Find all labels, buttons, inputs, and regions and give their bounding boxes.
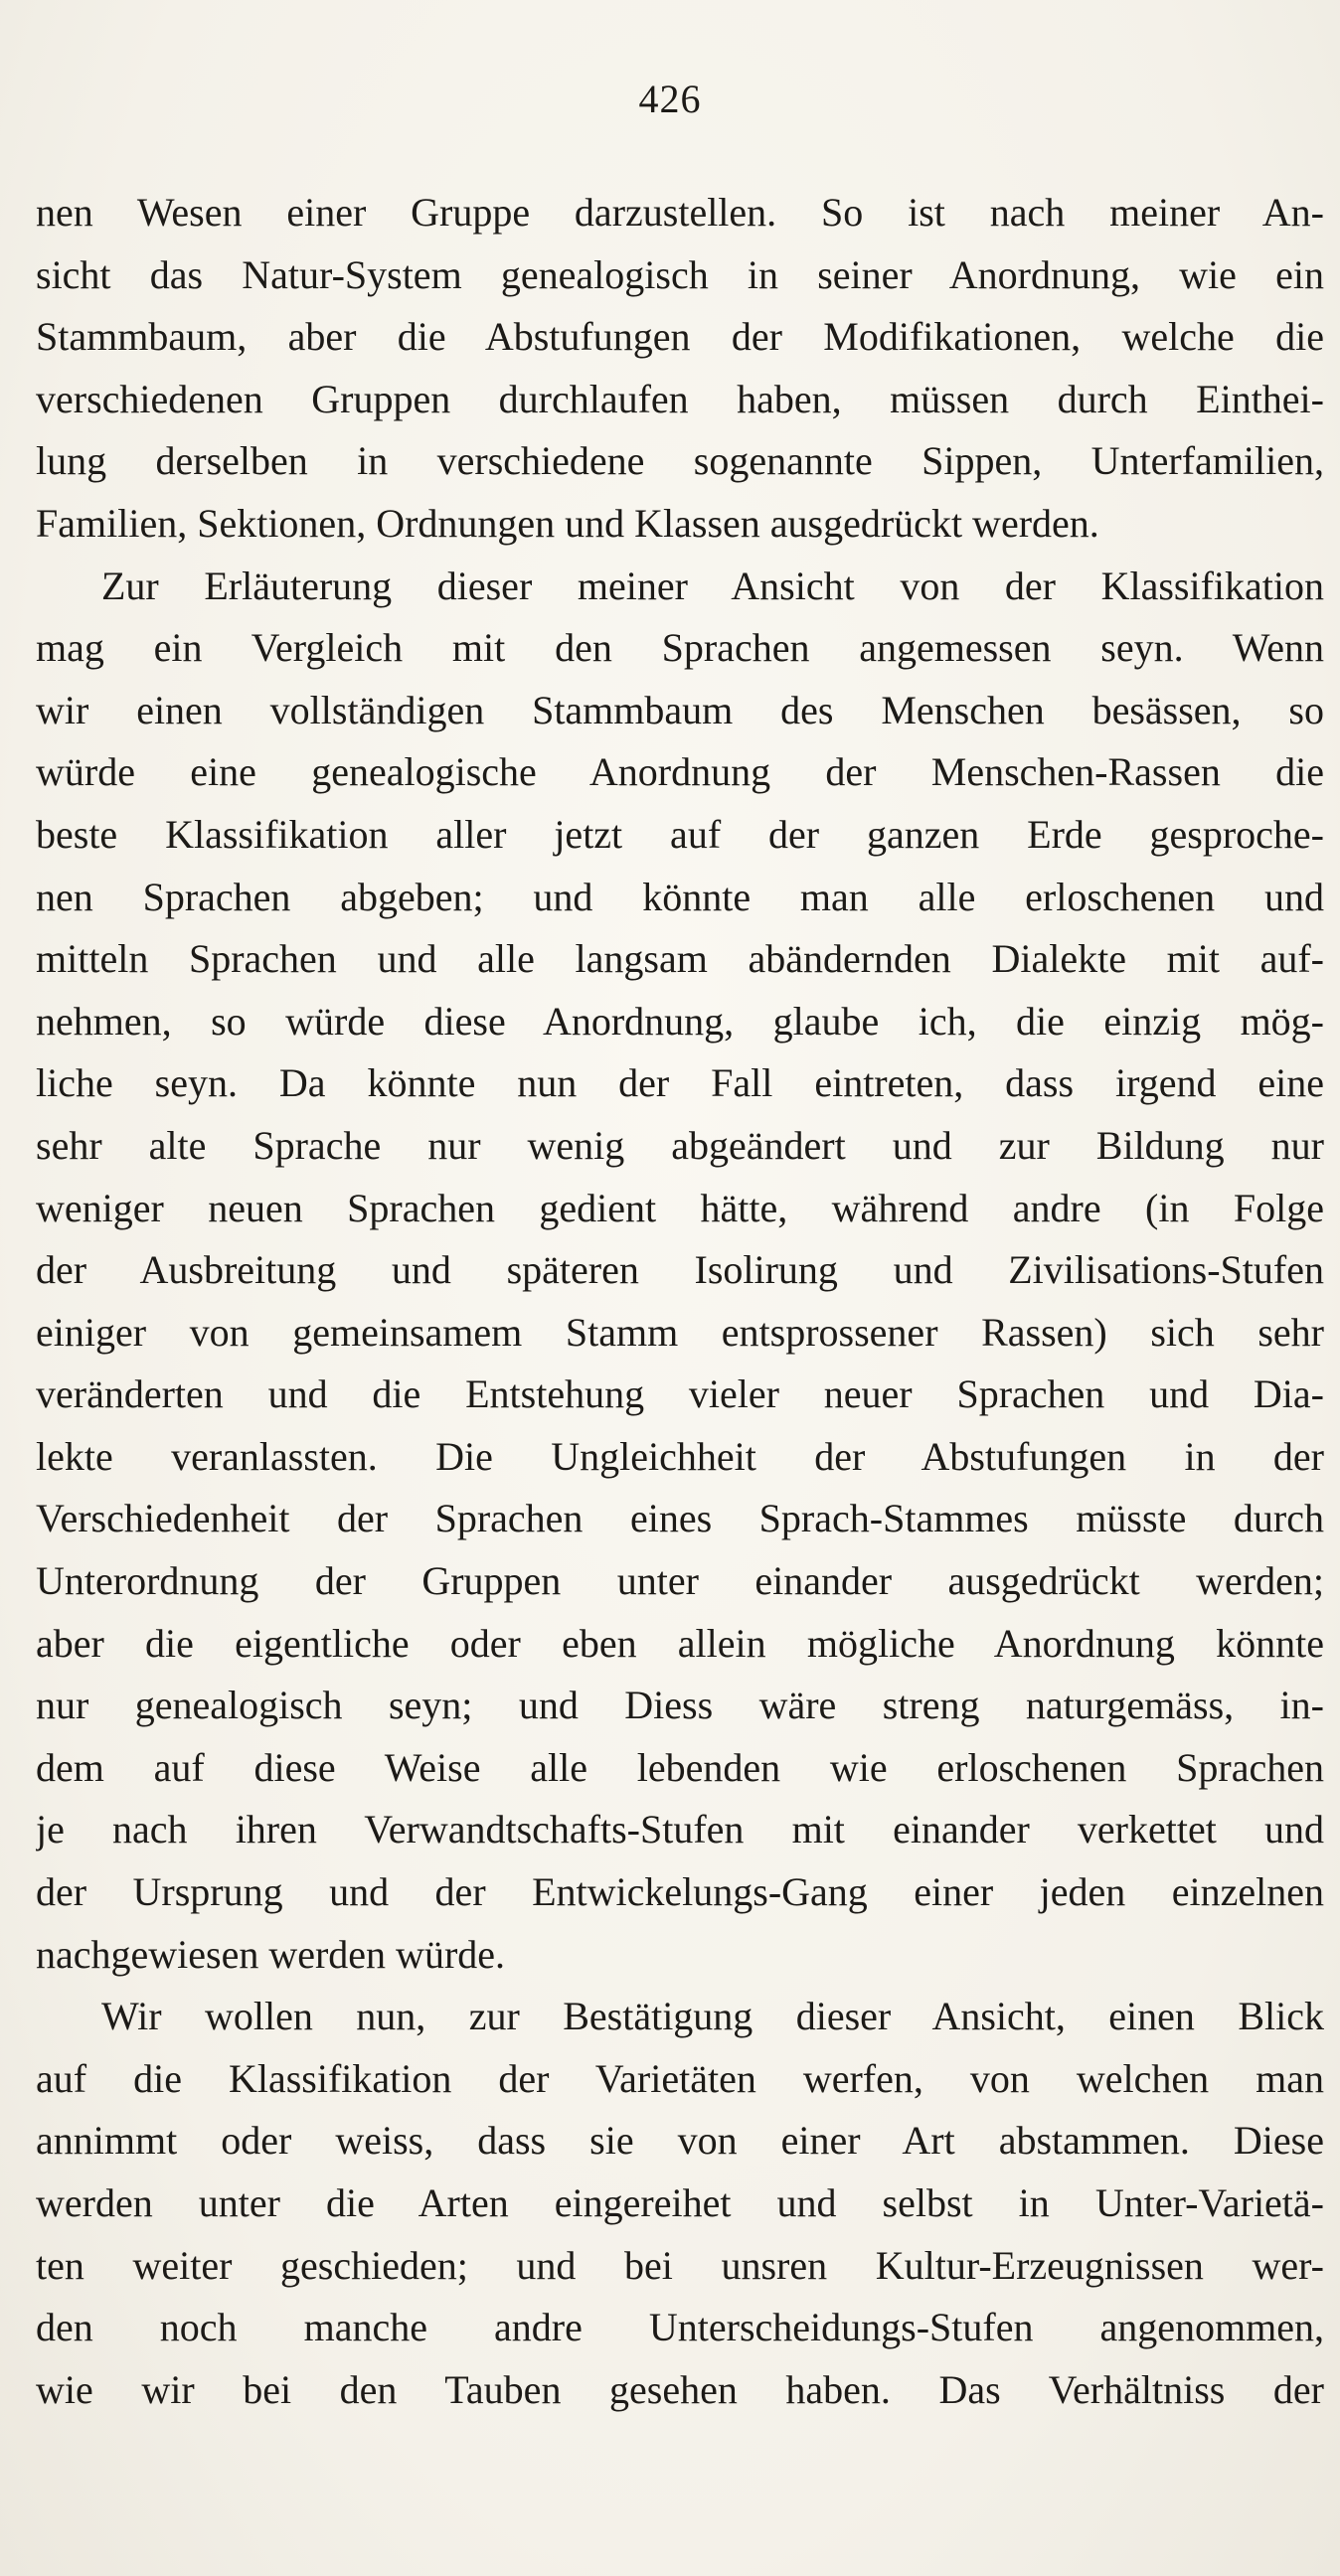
text-line: nehmen, so würde diese Anordnung, glaube ich, die einzig mög- — [36, 998, 1324, 1044]
text-line: der Ausbreitung und späteren Isolirung und Zivilisations-Stufen — [36, 1247, 1324, 1293]
text-line: nur genealogisch seyn; und Diess wäre streng naturgemäss, in- — [36, 1683, 1324, 1728]
text-line: mitteln Sprachen und alle langsam abändernden Dialekte mit auf- — [36, 936, 1324, 982]
text-line: Wir wollen nun, zur Bestätigung dieser Ansicht, einen Blick — [101, 1994, 1324, 2039]
text-line: Zur Erläuterung dieser meiner Ansicht von der Klassifikation — [101, 563, 1324, 608]
text-line: Unterordnung der Gruppen unter einander ausgedrückt werden; — [36, 1558, 1324, 1604]
text-line: lung derselben in verschiedene sogenannte Sippen, Unterfamilien, — [36, 438, 1324, 484]
text-line: nen Sprachen abgeben; und könnte man alle erloschenen und — [36, 874, 1324, 919]
text-line: werden unter die Arten eingereihet und selbst in Unter-Varietä- — [36, 2180, 1324, 2225]
text-line: Stammbaum, aber die Abstufungen der Modifikationen, welche die — [36, 314, 1324, 360]
text-line: aber die eigentliche oder eben allein mögliche Anordnung könnte — [36, 1620, 1324, 1666]
text-line: annimmt oder weiss, dass sie von einer Art abstammen. Diese — [36, 2118, 1324, 2164]
text-line: den noch manche andre Unterscheidungs-Stufen angenommen, — [36, 2305, 1324, 2350]
text-line: sicht das Natur-System genealogisch in seiner Anordnung, wie ein — [36, 251, 1324, 297]
text-line: nachgewiesen werden würde. — [36, 1931, 506, 1977]
text-line: wie wir bei den Tauben gesehen haben. Das Verhältniss der — [36, 2366, 1324, 2412]
text-line: einiger von gemeinsamem Stamm entsprossener Rassen) sich sehr — [36, 1309, 1324, 1355]
text-line: je nach ihren Verwandtschafts-Stufen mit einander verkettet und — [36, 1807, 1324, 1852]
text-line: liche seyn. Da könnte nun der Fall eintreten, dass irgend eine — [36, 1060, 1324, 1106]
text-line: dem auf diese Weise alle lebenden wie erloschenen Sprachen — [36, 1744, 1324, 1790]
text-line: mag ein Vergleich mit den Sprachen angemessen seyn. Wenn — [36, 625, 1324, 671]
text-line: der Ursprung und der Entwickelungs-Gang einer jeden einzelnen — [36, 1869, 1324, 1915]
text-line: weniger neuen Sprachen gedient hätte, während andre (in Folge — [36, 1185, 1324, 1230]
text-line: auf die Klassifikation der Varietäten werfen, von welchen man — [36, 2055, 1324, 2101]
text-line: sehr alte Sprache nur wenig abgeändert und zur Bildung nur — [36, 1122, 1324, 1168]
page-number: 426 — [638, 77, 702, 121]
text-line: wir einen vollständigen Stammbaum des Menschen besässen, so — [36, 687, 1324, 732]
text-line: Familien, Sektionen, Ordnungen und Klassen ausgedrückt werden. — [36, 500, 1099, 546]
text-line: veränderten und die Entstehung vieler neuer Sprachen und Dia- — [36, 1371, 1324, 1417]
text-line: beste Klassifikation aller jetzt auf der ganzen Erde gesproche- — [36, 811, 1324, 857]
text-line: Verschiedenheit der Sprachen eines Sprach-Stammes müsste durch — [36, 1496, 1324, 1541]
text-line: nen Wesen einer Gruppe darzustellen. So ist nach meiner An- — [36, 190, 1324, 235]
body-text — [36, 182, 1324, 2421]
text-line: lekte veranlassten. Die Ungleichheit der Abstufungen in der — [36, 1433, 1324, 1479]
text-line: verschiedenen Gruppen durchlaufen haben, müssen durch Einthei- — [36, 376, 1324, 421]
text-line: ten weiter geschieden; und bei unsren Kultur-Erzeugnissen wer- — [36, 2242, 1324, 2288]
text-line: würde eine genealogische Anordnung der Menschen-Rassen die — [36, 749, 1324, 795]
